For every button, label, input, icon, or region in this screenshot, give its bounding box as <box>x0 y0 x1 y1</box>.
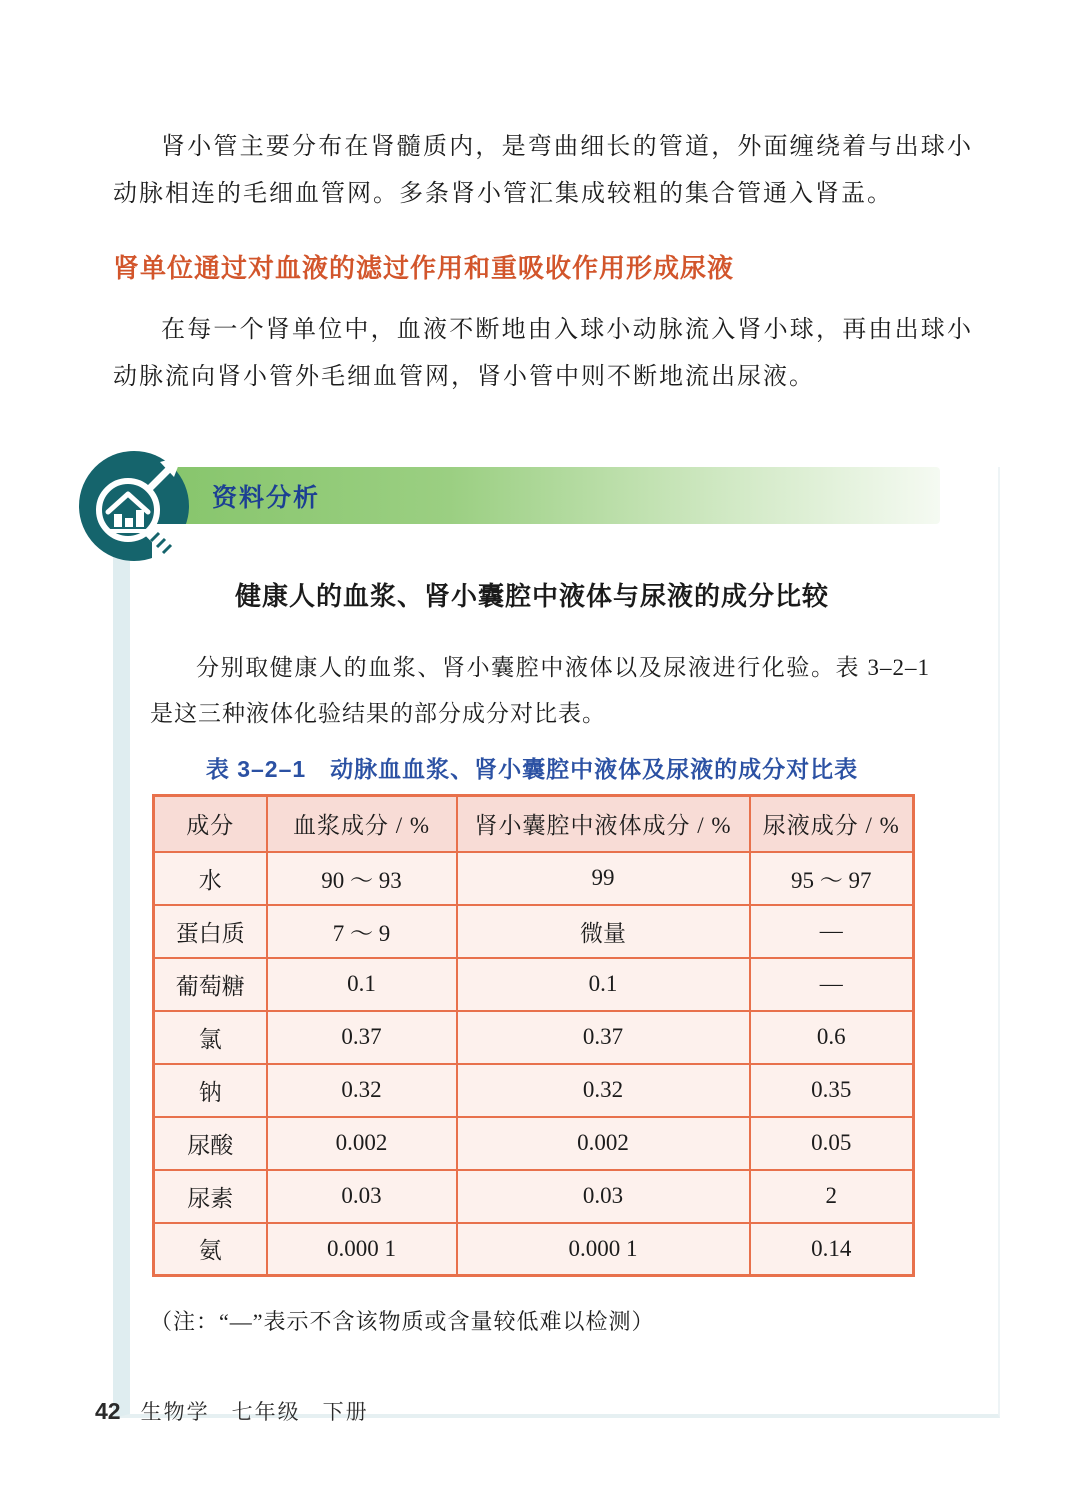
section-heading: 肾单位通过对血液的滤过作用和重吸收作用形成尿液 <box>113 253 735 283</box>
table-cell: 蛋白质 <box>154 905 267 958</box>
table-header-cell: 血浆成分 / % <box>267 796 457 852</box>
table-cell: 0.002 <box>267 1117 457 1170</box>
table-cell: 0.14 <box>750 1223 914 1276</box>
table-row <box>154 852 914 905</box>
table-header-cell: 尿液成分 / % <box>750 796 914 852</box>
table-cell: 0.000 1 <box>267 1223 457 1276</box>
page-number: 42 <box>95 1398 121 1424</box>
table-cell: 95 ～ 97 <box>750 852 914 905</box>
table-note: （注：“—”表示不含该物质或含量较低难以检测） <box>150 1309 655 1334</box>
table-cell: 尿素 <box>154 1170 267 1223</box>
table-cell: 0.05 <box>750 1117 914 1170</box>
table-cell: 0.1 <box>457 958 750 1011</box>
table-header-cell: 成分 <box>154 796 267 852</box>
section-paragraph: 在每一个肾单位中，血液不断地由入球小动脉流入肾小球，再由出球小动脉流向肾小管外毛细血管网，肾小管中则不断地流出尿液。 <box>113 317 973 390</box>
table-cell: 0.1 <box>267 958 457 1011</box>
activity-content <box>130 576 998 1414</box>
activity-title: 健康人的血浆、肾小囊腔中液体与尿液的成分比较 <box>234 581 829 611</box>
table-cell: 葡萄糖 <box>154 958 267 1011</box>
data-analysis-box <box>113 467 1000 1418</box>
table-cell: 水 <box>154 852 267 905</box>
table-cell: 0.32 <box>267 1064 457 1117</box>
footer-book-title: 生物学 <box>140 1401 210 1424</box>
activity-label: 资料分析 <box>212 483 321 512</box>
table-row <box>154 905 914 958</box>
activity-header-bar <box>150 467 940 524</box>
table-cell: 氯 <box>154 1011 267 1064</box>
table-row <box>154 1064 914 1117</box>
table-cell: — <box>750 958 914 1011</box>
table-header-row <box>154 796 914 852</box>
table-cell: 0.32 <box>457 1064 750 1117</box>
activity-paragraph: 分别取健康人的血浆、肾小囊腔中液体以及尿液进行化验。表 3–2–1 是这三种液体化验结果的部分成分对比表。 <box>150 655 930 726</box>
table-row <box>154 1011 914 1064</box>
table-header-cell: 肾小囊腔中液体成分 / % <box>457 796 750 852</box>
table-cell: 尿酸 <box>154 1117 267 1170</box>
table-row <box>154 1170 914 1223</box>
table-caption: 表 3–2–1 动脉血血浆、肾小囊腔中液体及尿液的成分对比表 <box>205 756 859 782</box>
table-cell: 氨 <box>154 1223 267 1276</box>
table-cell: 2 <box>750 1170 914 1223</box>
table-cell: 0.35 <box>750 1064 914 1117</box>
table-row <box>154 958 914 1011</box>
table-cell: 0.37 <box>457 1011 750 1064</box>
table-cell: 0.03 <box>267 1170 457 1223</box>
table-cell: 0.002 <box>457 1117 750 1170</box>
table-cell: 微量 <box>457 905 750 958</box>
footer-volume: 下册 <box>322 1401 369 1424</box>
table-cell: 90 ～ 93 <box>267 852 457 905</box>
intro-paragraph: 肾小管主要分布在肾髓质内，是弯曲细长的管道，外面缠绕着与出球小动脉相连的毛细血管网。多条肾小管汇集成较粗的集合管通入肾盂。 <box>113 134 973 207</box>
table-cell: 7 ～ 9 <box>267 905 457 958</box>
table-cell: 99 <box>457 852 750 905</box>
footer-grade: 七年级 <box>231 1401 301 1424</box>
table-cell: 0.6 <box>750 1011 914 1064</box>
table-cell: 0.000 1 <box>457 1223 750 1276</box>
table-row <box>154 1223 914 1276</box>
table-row <box>154 1117 914 1170</box>
table-cell: 0.37 <box>267 1011 457 1064</box>
magnifier-house-chart-icon <box>78 450 200 572</box>
composition-table <box>152 794 915 1277</box>
table-cell: — <box>750 905 914 958</box>
table-cell: 钠 <box>154 1064 267 1117</box>
table-cell: 0.03 <box>457 1170 750 1223</box>
